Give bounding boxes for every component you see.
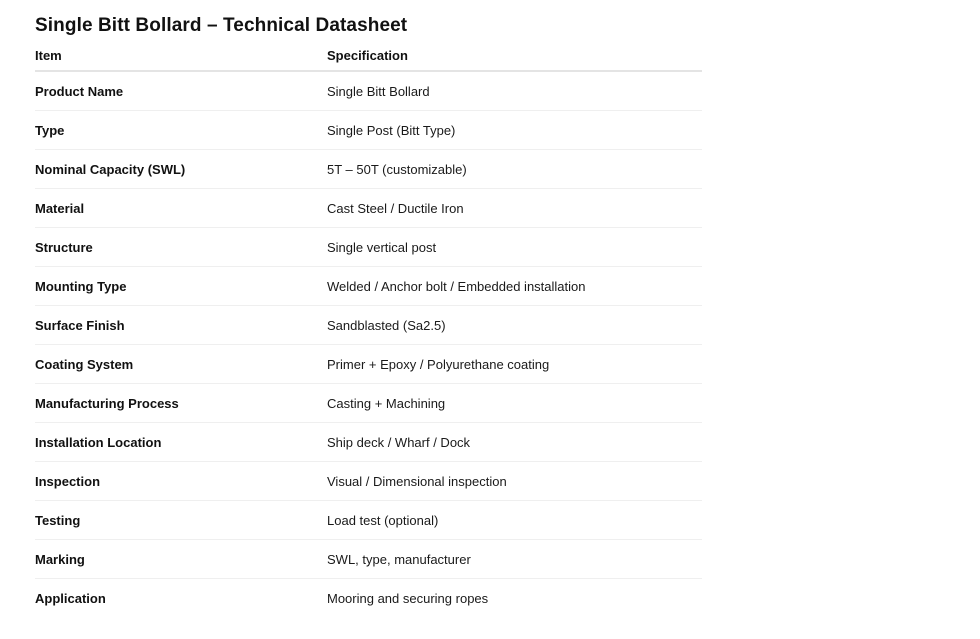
page-title: Single Bitt Bollard – Technical Datasheet	[35, 15, 408, 36]
row-specification-value: SWL, type, manufacturer	[327, 540, 702, 579]
table-row	[35, 228, 702, 267]
row-specification-value: Visual / Dimensional inspection	[327, 462, 702, 501]
table-row	[35, 150, 702, 189]
table-header	[35, 40, 702, 71]
row-item-label: Product Name	[35, 71, 327, 111]
row-item-label: Coating System	[35, 345, 327, 384]
row-item-label: Nominal Capacity (SWL)	[35, 150, 327, 189]
table-row	[35, 579, 702, 618]
table-row	[35, 306, 702, 345]
spec-table	[35, 40, 702, 617]
datasheet	[35, 12, 702, 617]
table-row	[35, 384, 702, 423]
row-item-label: Structure	[35, 228, 327, 267]
table-row	[35, 423, 702, 462]
table-row	[35, 501, 702, 540]
row-item-label: Installation Location	[35, 423, 327, 462]
row-item-label: Inspection	[35, 462, 327, 501]
row-specification-value: Primer + Epoxy / Polyurethane coating	[327, 345, 702, 384]
header-row	[35, 40, 702, 71]
table-row	[35, 71, 702, 111]
row-specification-value: Single vertical post	[327, 228, 702, 267]
row-item-label: Application	[35, 590, 106, 606]
row-specification-value: 5T – 50T (customizable)	[327, 150, 702, 189]
row-item-label: Mounting Type	[35, 267, 327, 306]
row-specification-value: Welded / Anchor bolt / Embedded installation	[327, 267, 702, 306]
row-specification-value: Casting + Machining	[327, 384, 702, 423]
column-header-item: Item	[35, 40, 327, 71]
table-row	[35, 111, 702, 150]
row-item-label: Material	[35, 189, 327, 228]
row-item-label: Testing	[35, 501, 327, 540]
row-item-label: Marking	[35, 540, 327, 579]
row-specification-value: Load test (optional)	[327, 501, 702, 540]
row-specification-value: Single Post (Bitt Type)	[327, 111, 702, 150]
table-row	[35, 462, 702, 501]
row-item-label: Surface Finish	[35, 306, 327, 345]
row-item-label: Manufacturing Process	[35, 384, 327, 423]
table-row	[35, 345, 702, 384]
row-specification-value: Sandblasted (Sa2.5)	[327, 306, 702, 345]
row-specification-value: Mooring and securing ropes	[327, 590, 489, 606]
row-item-label: Type	[35, 111, 327, 150]
row-specification-value: Ship deck / Wharf / Dock	[327, 423, 702, 462]
table-row	[35, 267, 702, 306]
column-header-specification: Specification	[327, 40, 702, 71]
table-row	[35, 540, 702, 579]
row-specification-value: Single Bitt Bollard	[327, 71, 702, 111]
table-body	[35, 71, 702, 617]
row-specification-value: Cast Steel / Ductile Iron	[327, 189, 702, 228]
table-row	[35, 189, 702, 228]
